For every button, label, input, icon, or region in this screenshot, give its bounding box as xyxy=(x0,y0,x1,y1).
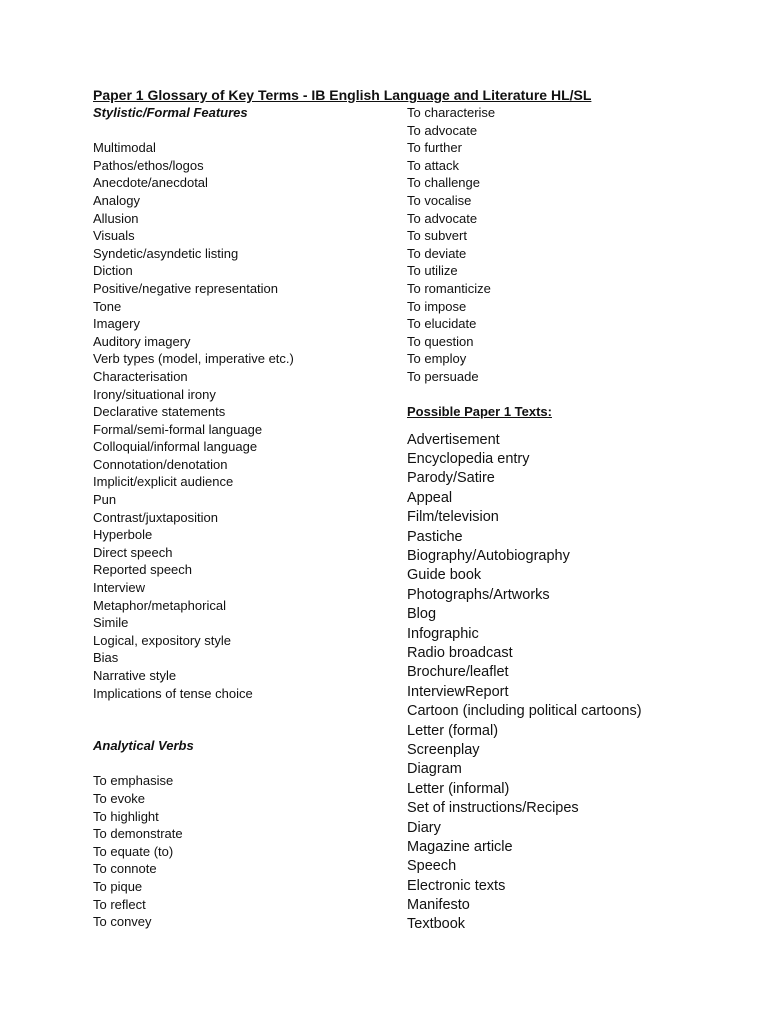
list-item: Brochure/leaflet xyxy=(407,664,509,681)
stylistic-list xyxy=(93,139,393,702)
list-item: Pun xyxy=(93,492,117,508)
list-item: Guide book xyxy=(407,567,482,584)
list-item: To demonstrate xyxy=(93,826,183,842)
list-item: To vocalise xyxy=(407,192,472,208)
list-item: Allusion xyxy=(93,210,139,226)
list-item: Contrast/juxtaposition xyxy=(93,509,219,525)
list-item: Declarative statements xyxy=(93,404,226,420)
list-item: To impose xyxy=(407,298,467,314)
list-item: To characterise xyxy=(407,105,496,120)
list-item: Pathos/ethos/logos xyxy=(93,157,204,173)
list-item: Irony/situational irony xyxy=(93,386,216,402)
list-item: Direct speech xyxy=(93,544,173,560)
list-item: To highlight xyxy=(93,808,159,824)
list-item: To attack xyxy=(407,157,460,173)
list-item: Textbook xyxy=(407,916,466,933)
list-item: Pastiche xyxy=(407,528,463,545)
list-item: Tone xyxy=(93,298,122,314)
list-item: Letter (informal) xyxy=(407,780,510,797)
list-item: Biography/Autobiography xyxy=(407,548,570,565)
verbs-list-left xyxy=(93,772,393,930)
list-item: Visuals xyxy=(93,228,135,244)
list-item: Manifesto xyxy=(407,897,470,914)
list-item: Hyperbole xyxy=(93,527,153,543)
list-item: To employ xyxy=(407,351,467,367)
left-column xyxy=(93,104,393,931)
list-item: Cartoon (including political cartoons) xyxy=(407,703,642,720)
list-item: Implicit/explicit audience xyxy=(93,474,234,490)
list-item: Multimodal xyxy=(93,140,156,156)
list-item: Narrative style xyxy=(93,668,177,683)
list-item: Diary xyxy=(407,819,441,836)
list-item: To utilize xyxy=(407,263,458,279)
list-item: Infographic xyxy=(407,625,479,642)
list-item: To evoke xyxy=(93,790,146,806)
list-item: Anecdote/anecdotal xyxy=(93,175,208,191)
list-item: Reported speech xyxy=(93,562,193,578)
list-item: To pique xyxy=(93,878,143,894)
list-item: Positive/negative representation xyxy=(93,280,279,296)
page-title: Paper 1 Glossary of Key Terms - IB English Language and Literature HL/SL xyxy=(93,87,592,103)
list-item: Syndetic/asyndetic listing xyxy=(93,245,239,261)
list-item: InterviewReport xyxy=(407,683,509,700)
list-item: To emphasise xyxy=(93,773,174,789)
list-item: To question xyxy=(407,333,474,349)
list-item: Letter (formal) xyxy=(407,722,499,739)
list-item: Interview xyxy=(93,580,146,596)
list-item: To connote xyxy=(93,861,157,877)
list-item: Bias xyxy=(93,650,119,666)
list-item: Auditory imagery xyxy=(93,333,191,349)
list-item: Blog xyxy=(407,606,437,623)
list-item: Analogy xyxy=(93,192,140,208)
list-item: Metaphor/metaphorical xyxy=(93,597,226,613)
list-item: Imagery xyxy=(93,316,140,332)
list-item: Characterisation xyxy=(93,368,188,384)
list-item: To elucidate xyxy=(407,316,477,332)
list-item: Diagram xyxy=(407,761,462,778)
list-item: Verb types (model, imperative etc.) xyxy=(93,351,294,367)
list-item: Simile xyxy=(93,615,129,631)
list-item: Connotation/denotation xyxy=(93,456,228,472)
list-item: Film/television xyxy=(407,509,499,526)
list-item: Screenplay xyxy=(407,741,480,758)
right-column xyxy=(407,104,737,935)
list-item: Encyclopedia entry xyxy=(407,451,530,468)
list-item: To advocate xyxy=(407,210,478,226)
list-item: Implications of tense choice xyxy=(93,685,253,701)
list-item: Speech xyxy=(407,858,457,875)
list-item: Magazine article xyxy=(407,838,513,855)
verbs-list-right xyxy=(407,104,737,386)
list-item: To further xyxy=(407,140,462,156)
list-item: Parody/Satire xyxy=(407,470,495,487)
list-item: To romanticize xyxy=(407,280,491,296)
list-item: Advertisement xyxy=(407,431,500,448)
list-item: To equate (to) xyxy=(93,843,174,859)
analytical-verbs-heading: Analytical Verbs xyxy=(93,738,194,754)
list-item: To persuade xyxy=(407,368,479,384)
list-item: Appeal xyxy=(407,489,453,506)
list-item: To reflect xyxy=(93,896,146,912)
texts-list xyxy=(407,431,737,935)
list-item: Colloquial/informal language xyxy=(93,439,258,455)
list-item: Electronic texts xyxy=(407,877,506,894)
list-item: To challenge xyxy=(407,175,480,191)
list-item: Diction xyxy=(93,263,133,279)
list-item: To convey xyxy=(93,914,152,930)
list-item: Radio broadcast xyxy=(407,644,513,661)
list-item: Set of instructions/Recipes xyxy=(407,800,579,817)
list-item: Logical, expository style xyxy=(93,632,232,648)
list-item: Photographs/Artworks xyxy=(407,586,550,603)
list-item: To deviate xyxy=(407,245,467,261)
stylistic-heading: Stylistic/Formal Features xyxy=(93,105,248,120)
list-item: Formal/semi-formal language xyxy=(93,421,263,437)
possible-texts-heading: Possible Paper 1 Texts: xyxy=(407,404,552,420)
list-item: To subvert xyxy=(407,228,467,244)
list-item: To advocate xyxy=(407,122,478,138)
